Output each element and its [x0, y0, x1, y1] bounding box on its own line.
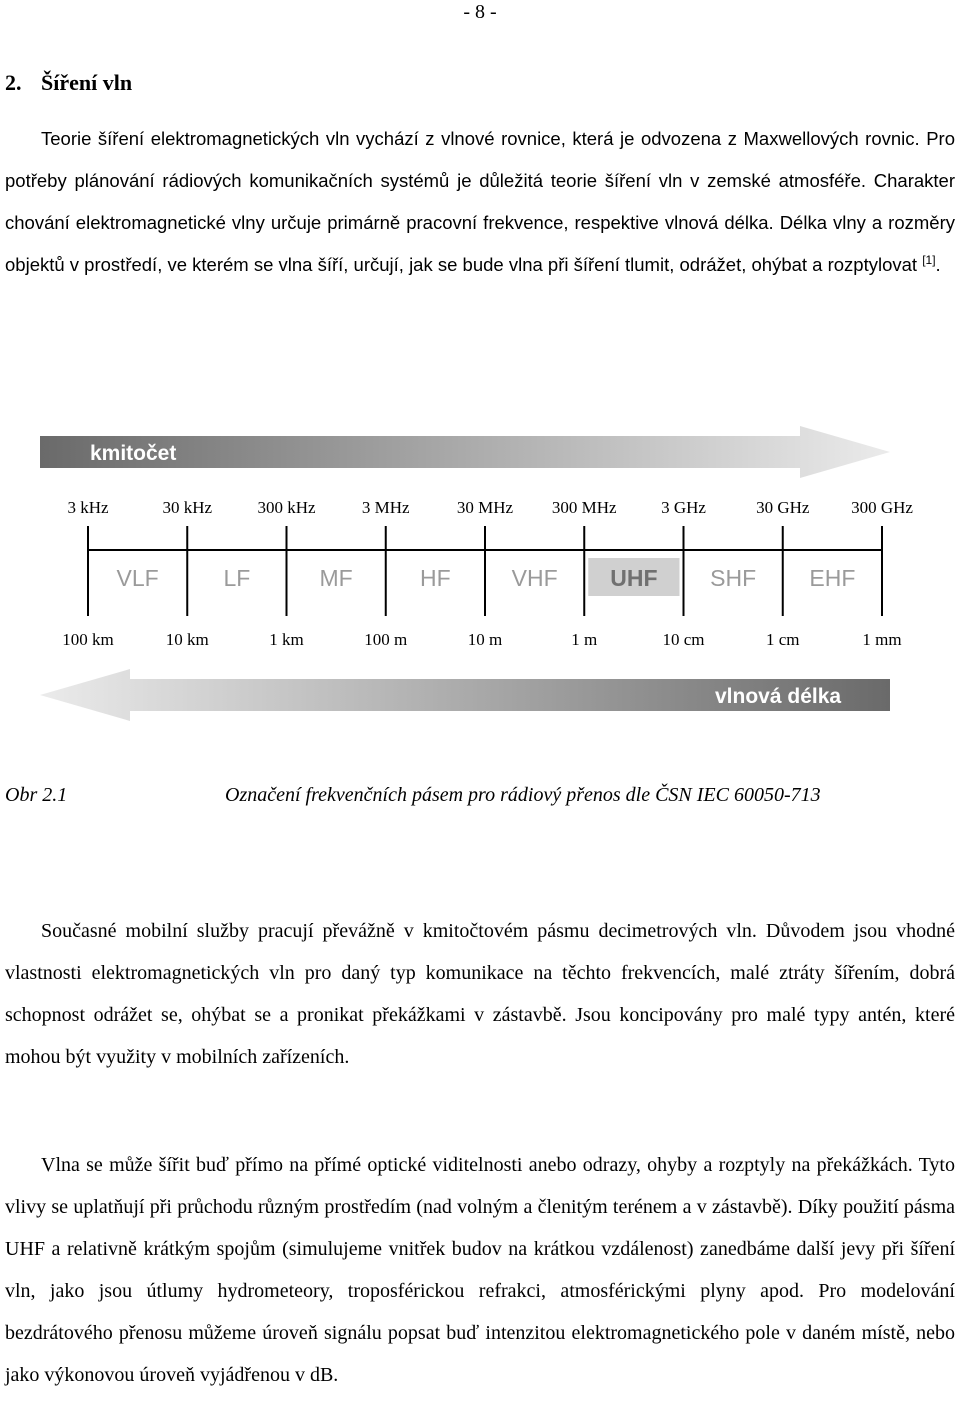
wavelength-arrow-label: vlnová délka	[715, 685, 842, 708]
wavelength-label: 1 cm	[765, 630, 800, 649]
wavelength-label: 100 m	[364, 630, 408, 649]
paragraph-mobile-services-text: Současné mobilní služby pracují převážně v kmitočtovém pásmu decimetrových vln. Důvodem jsou vhodné vlastnosti elektromagnetických vln pro daný typ komunikace na těchto frekvencích, malé ztráty šířením, dobrá schopnost odrážet se, ohýbat se a pronikat překážkami v zástavbě. Jsou koncipovány pro malé typy antén, které mohou být využity v mobilních zařízeních.	[5, 920, 955, 1068]
band-ticks	[88, 526, 882, 616]
wavelength-label: 100 km	[62, 630, 114, 649]
section-title: Šíření vln	[41, 70, 133, 95]
intro-paragraph	[5, 118, 955, 286]
frequency-label: 300 kHz	[257, 498, 316, 517]
band-label: VHF	[511, 565, 558, 591]
paragraph-wave-propagation	[5, 1144, 955, 1396]
frequency-band-diagram	[30, 412, 930, 722]
frequency-labels	[67, 498, 913, 517]
intro-text: Teorie šíření elektromagnetických vln vychází z vlnové rovnice, která je odvozena z Maxwellových rovnic. Pro potřeby plánování rádiových komunikačních systémů je důležitá teorie šíření vln v zemské atmosféře. Charakter chování elektromagnetické vlny určuje primárně pracovní frekvence, respektive vlnová délka. Délka vlny a rozměry objektů v prostředí, ve kterém se vlna šíří, určují, jak se bude vlna při šíření tlumit, odrážet, ohýbat a rozptylovat	[5, 128, 955, 275]
frequency-arrow-label: kmitočet	[90, 442, 177, 465]
citation: [1]	[922, 252, 936, 267]
section-number: 2.	[5, 70, 22, 95]
wavelength-labels	[62, 630, 901, 649]
frequency-label: 300 GHz	[851, 498, 913, 517]
paragraph-mobile-services	[5, 910, 955, 1078]
wavelength-label: 10 cm	[662, 630, 705, 649]
wavelength-label: 1 mm	[862, 630, 902, 649]
caption-text: Označení frekvenčních pásem pro rádiový přenos dle ČSN IEC 60050-713	[225, 784, 821, 806]
frequency-label: 3 MHz	[361, 498, 410, 517]
band-label: VLF	[116, 565, 159, 591]
frequency-label: 3 GHz	[661, 498, 706, 517]
band-label: SHF	[710, 565, 757, 591]
section-heading	[5, 70, 132, 96]
band-label: MF	[319, 565, 353, 591]
wavelength-label: 10 km	[165, 630, 209, 649]
frequency-label: 30 MHz	[456, 498, 514, 517]
band-label: UHF	[610, 565, 658, 591]
page-number: - 8 -	[463, 1, 497, 23]
band-label: HF	[420, 565, 451, 591]
band-label: LF	[223, 565, 251, 591]
band-label: EHF	[809, 565, 856, 591]
wavelength-label: 1 km	[269, 630, 304, 649]
wavelength-label: 10 m	[467, 630, 503, 649]
frequency-band-figure	[30, 412, 930, 722]
wavelength-label: 1 m	[571, 630, 598, 649]
intro-end: .	[935, 254, 941, 275]
caption-label: Obr 2.1	[5, 784, 68, 806]
frequency-label: 30 GHz	[756, 498, 810, 517]
paragraph-wave-propagation-text: Vlna se může šířit buď přímo na přímé optické viditelnosti anebo odrazy, ohyby a rozptyly na překážkách. Tyto vlivy se uplatňují při průchodu různým prostředím (nad volným a členitým terénem a v zástavbě). Díky použití pásma UHF a relativně krátkým spojům (simulujeme vnitřek budov na krátkou vzdálenost) zanedbáme další jevy při šíření vln, jako jsou útlumy hydrometeory, troposférickou refrakci, atmosférickými plyny apod. Pro modelování bezdrátového přenosu můžeme úroveň signálu popsat buď intenzitou elektromagnetického pole v daném místě, nebo jako výkonovou úroveň vyjádřenou v dB.	[5, 1154, 955, 1386]
frequency-label: 300 MHz	[551, 498, 617, 517]
frequency-label: 3 kHz	[67, 498, 109, 517]
frequency-label: 30 kHz	[162, 498, 213, 517]
